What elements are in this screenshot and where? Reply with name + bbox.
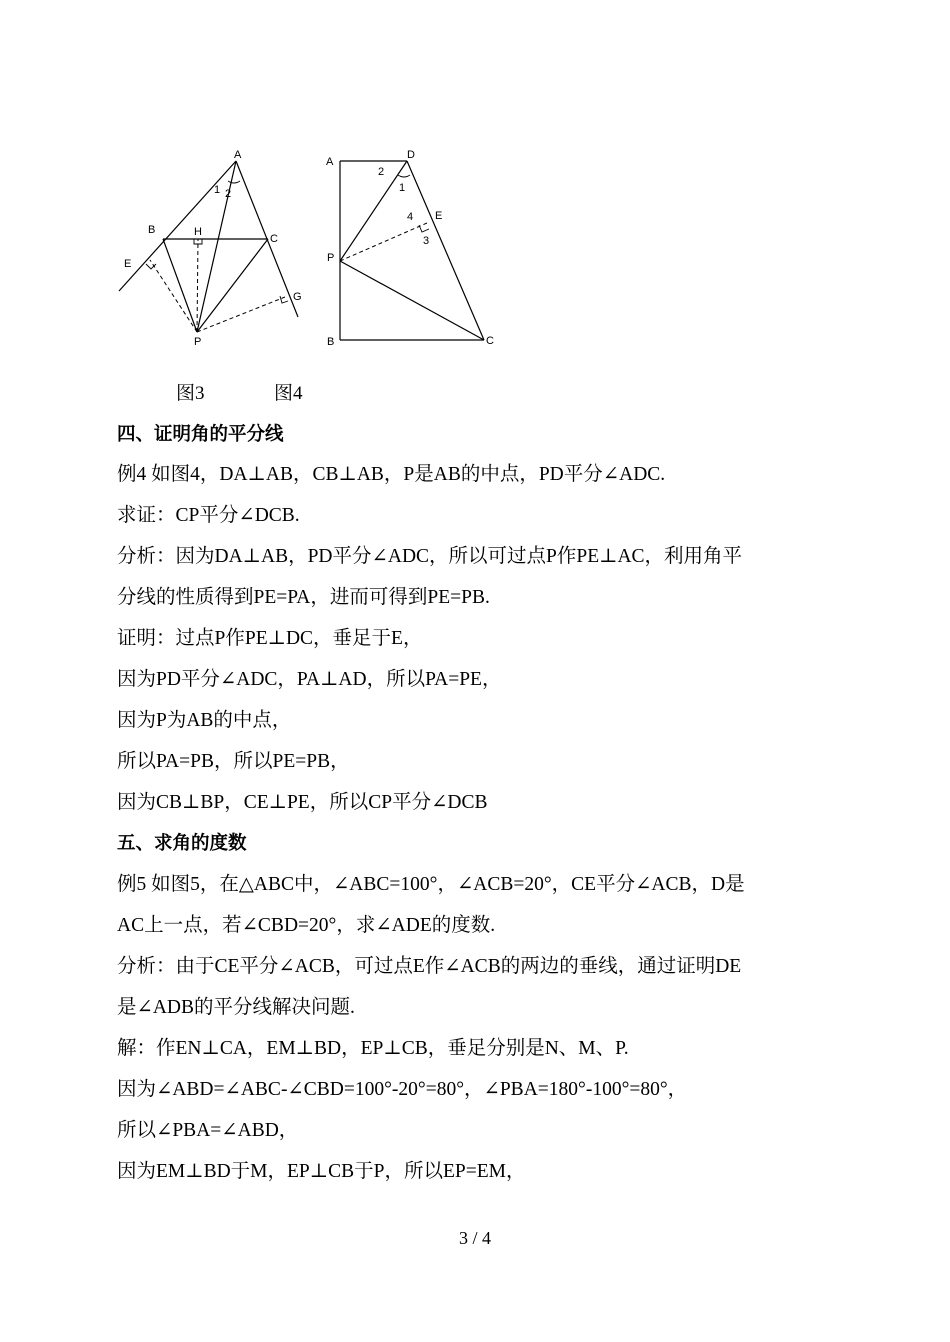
- text-line: 因为EM⊥BD于M，EP⊥CB于P，所以EP=EM，: [117, 1161, 526, 1182]
- angle-2-label: 2: [378, 166, 385, 178]
- label-a: A: [234, 149, 242, 161]
- angle-3-label: 3: [423, 235, 430, 247]
- text-line: 因为∠ABD=∠ABC-∠CBD=100°-20°=80°，∠PBA=180°-100°=80°，: [117, 1079, 688, 1100]
- text-line: 例4 如图4，DA⊥AB，CB⊥AB，P是AB的中点，PD平分∠ADC.: [117, 464, 666, 485]
- text-line: 例5 如图5，在△ABC中，∠ABC=100°，∠ACB=20°，CE平分∠ACB，D是: [117, 874, 745, 895]
- label-e: E: [435, 210, 443, 222]
- label-a: A: [326, 156, 334, 168]
- text-line: 所以PA=PB，所以PE=PB，: [117, 751, 350, 772]
- angle-2-label: 2: [225, 188, 232, 200]
- label-h: H: [194, 226, 202, 238]
- text-line: 解：作EN⊥CA，EM⊥BD，EP⊥CB，垂足分别是N、M、P.: [117, 1038, 629, 1059]
- text-line: 分析：因为DA⊥AB，PD平分∠ADC，所以可过点P作PE⊥AC，利用角平: [117, 546, 743, 567]
- label-p: P: [327, 252, 335, 264]
- text-line: 所以∠PBA=∠ABD，: [117, 1120, 299, 1141]
- text-line: 因为CB⊥BP，CE⊥PE，所以CP平分∠DCB: [117, 792, 488, 813]
- label-c: C: [270, 233, 278, 245]
- text-line: 分析：由于CE平分∠ACB，可过点E作∠ACB的两边的垂线，通过证明DE: [117, 956, 742, 977]
- label-b: B: [148, 224, 156, 236]
- page-number: 3 / 4: [458, 1228, 491, 1248]
- figure-4-caption: 图4: [274, 383, 303, 404]
- angle-4-label: 4: [407, 211, 414, 223]
- angle-1-label: 1: [399, 182, 406, 194]
- section-4-heading: 四、证明角的平分线: [117, 424, 284, 445]
- text-line: 分线的性质得到PE=PA，进而可得到PE=PB.: [117, 587, 490, 608]
- label-c: C: [486, 335, 494, 347]
- text-line: 证明：过点P作PE⊥DC，垂足于E，: [117, 628, 423, 649]
- label-b: B: [327, 336, 335, 348]
- text-line: 求证：CP平分∠DCB.: [117, 505, 300, 526]
- label-e: E: [124, 258, 132, 270]
- text-line: 因为P为AB的中点，: [117, 710, 292, 731]
- figure-4-diagram: [320, 145, 505, 355]
- section-5-heading: 五、求角的度数: [117, 833, 247, 854]
- label-g: G: [293, 291, 302, 303]
- label-d: D: [407, 149, 415, 161]
- figure-3-caption: 图3: [176, 383, 205, 404]
- text-line: 是∠ADB的平分线解决问题.: [117, 997, 355, 1018]
- label-p: P: [194, 336, 202, 348]
- angle-1-label: 1: [214, 184, 221, 196]
- text-line: AC上一点，若∠CBD=20°，求∠ADE的度数.: [117, 915, 496, 936]
- figure-3-diagram: [110, 145, 320, 355]
- text-line: 因为PD平分∠ADC，PA⊥AD，所以PA=PE，: [117, 669, 502, 690]
